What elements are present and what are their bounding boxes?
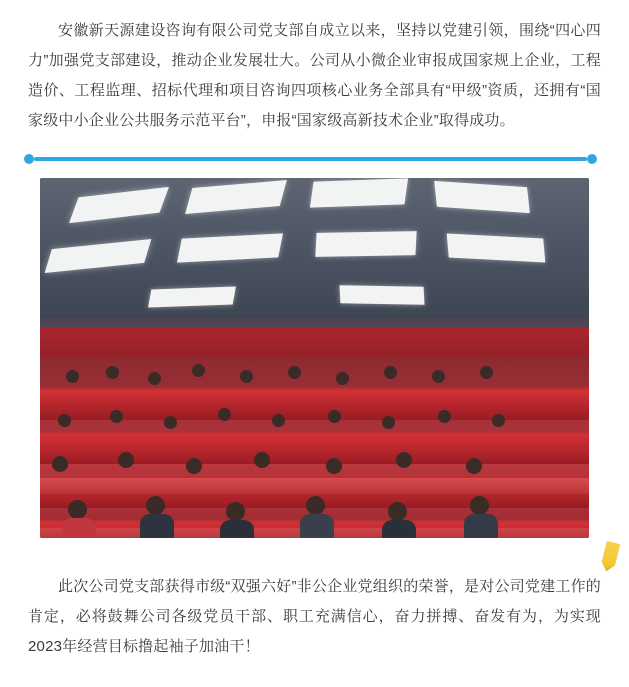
attendee-icon [106, 366, 119, 379]
attendee-icon [396, 452, 412, 468]
figure-container [0, 174, 629, 538]
attendee-icon [254, 452, 270, 468]
ceiling-light-icon [69, 187, 169, 223]
ceiling-light-icon [148, 287, 236, 308]
attendee-icon [218, 408, 231, 421]
attendee-body [300, 514, 334, 538]
attendee-icon [192, 364, 205, 377]
attendee-icon [326, 458, 342, 474]
attendee-icon [328, 410, 341, 423]
attendee-icon [118, 452, 134, 468]
attendee-icon [384, 366, 397, 379]
section-divider [0, 136, 629, 174]
divider-cap-icon [587, 154, 597, 164]
attendee-icon [470, 496, 489, 515]
meeting-photo [40, 178, 589, 538]
attendee-icon [186, 458, 202, 474]
divider-line-icon [34, 157, 587, 161]
attendee-icon [68, 500, 87, 519]
ceiling-light-icon [177, 233, 283, 262]
attendee-icon [336, 372, 349, 385]
attendee-icon [480, 366, 493, 379]
ceiling-light-icon [339, 285, 424, 304]
ceiling-light-icon [434, 181, 530, 213]
attendee-body [62, 518, 96, 538]
attendee-body [464, 514, 498, 538]
attendee-icon [432, 370, 445, 383]
attendee-icon [382, 416, 395, 429]
divider-dot-icon [24, 154, 34, 164]
attendee-icon [306, 496, 325, 515]
photo-audience [40, 358, 589, 538]
attendee-icon [466, 458, 482, 474]
attendee-body [382, 520, 416, 538]
ceiling-light-icon [315, 231, 416, 257]
attendee-icon [226, 502, 245, 521]
attendee-icon [164, 416, 177, 429]
attendee-icon [58, 414, 71, 427]
ceiling-light-icon [185, 180, 287, 214]
attendee-icon [492, 414, 505, 427]
attendee-icon [110, 410, 123, 423]
attendee-icon [240, 370, 253, 383]
attendee-body [220, 520, 254, 538]
attendee-icon [288, 366, 301, 379]
attendee-icon [52, 456, 68, 472]
paragraph-two: 此次公司党支部获得市级“双强六好”非公企业党组织的荣誉，是对公司党建工作的肯定，必将鼓舞公司各级党员干部、职工充满信心，奋力拼搏、奋发有为，为实现2023年经营目标撸起袖子加油干！ [28, 578, 601, 655]
photo-ceiling [40, 178, 589, 328]
attendee-icon [148, 372, 161, 385]
ceiling-light-icon [310, 178, 408, 207]
ceiling-light-icon [447, 234, 546, 263]
attendee-icon [272, 414, 285, 427]
ceiling-light-icon [45, 239, 152, 273]
divider-graphic [24, 154, 605, 164]
attendee-icon [388, 502, 407, 521]
attendee-body [140, 514, 174, 538]
attendee-icon [146, 496, 165, 515]
attendee-icon [66, 370, 79, 383]
attendee-icon [438, 410, 451, 423]
paragraph-one: 安徽新天源建设咨询有限公司党支部自成立以来，坚持以党建引领，围绕“四心四力”加强党支部建设，推动企业发展壮大。公司从小微企业审报成国家规上企业，工程造价、工程监理、招标代理和项目咨询四项核心业务全部具有“甲级”资质，还拥有“国家级中小企业公共服务示范平台”，申报“国家级高新技术企业”取得成功。 [28, 22, 601, 129]
